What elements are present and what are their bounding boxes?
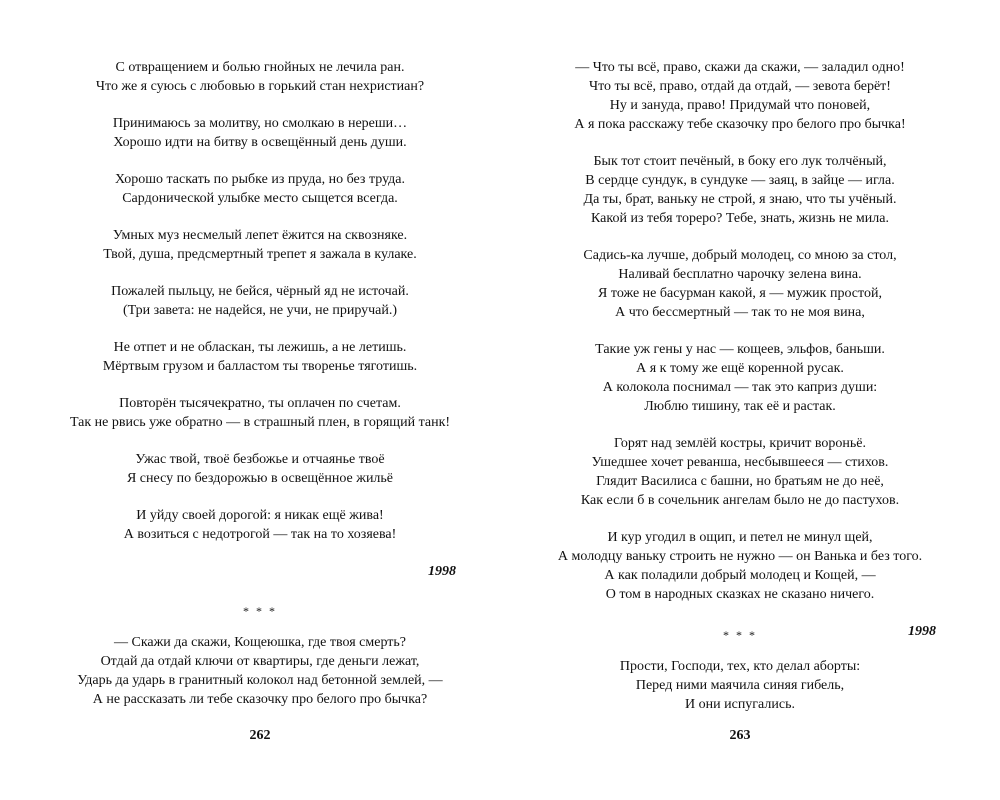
poem-line: Как если б в сочельник ангелам было не до пастухов. [580, 493, 900, 508]
poem-line: Что же я суюсь с любовью в горький стан нехристиан? [95, 79, 425, 94]
poem-line: Хорошо таскать по рыбке из пруда, но без труда. [114, 172, 406, 187]
poem-line: Люблю тишину, так её и растак. [644, 399, 836, 414]
stanza [40, 394, 480, 432]
poem-line: Перед ними маячила синяя гибель, [635, 678, 845, 693]
left-poem-1 [40, 58, 480, 581]
left-page-number: 262 [249, 728, 271, 743]
poem-line: Я снесу по бездорожью в освещённое жильё [126, 471, 394, 486]
poem-line: Прости, Господи, тех, кто делал аборты: [619, 659, 861, 674]
poem-line: А как поладили добрый молодец и Кощей, — [604, 568, 876, 583]
poem-line: А я пока расскажу тебе сказочку про белого про бычка! [574, 117, 906, 132]
stanza [40, 226, 480, 264]
stanza [40, 633, 480, 709]
poem-line: Наливай бесплатно чарочку зелена вина. [618, 267, 862, 282]
poem-line: Так не рвись уже обратно — в страшный плен, в горящий танк! [69, 415, 451, 430]
poem-line: О том в народных сказках не сказано ничего. [605, 587, 875, 602]
poem-line: Да ты, брат, ваньку не строй, я знаю, что ты учёный. [583, 192, 897, 207]
stanza [520, 152, 960, 228]
stanza [520, 528, 960, 604]
left-page [40, 0, 480, 800]
poem-line: Повторён тысячекратно, ты оплачен по счетам. [119, 396, 401, 411]
poem-line: Отдай да отдай ключи от квартиры, где деньги лежат, [100, 654, 420, 669]
poem-line: — Скажи да скажи, Кощеюшка, где твоя смерть? [113, 635, 406, 650]
poem-line: Какой из тебя тореро? Тебе, знать, жизнь не мила. [591, 211, 889, 226]
stanza [40, 114, 480, 152]
poem-line: Что ты всё, право, отдай да отдай, — зевота берёт! [589, 79, 891, 94]
poem-line: Ну и зануда, право! Придумай что поновей, [609, 98, 871, 113]
left-poem-2 [40, 633, 480, 727]
poem-line: Бык тот стоит печёный, в боку его лук толчёный, [593, 154, 887, 169]
poem-line: А не рассказать ли тебе сказочку про белого про бычка? [92, 692, 428, 707]
poem-line: И уйду своей дорогой: я никак ещё жива! [136, 508, 384, 523]
poem-line: Ударь да ударь в гранитный колокол над бетонной землей, — [77, 673, 443, 688]
right-poem-2 [520, 657, 960, 732]
stanza [40, 450, 480, 488]
stanza [520, 434, 960, 510]
right-page [520, 0, 960, 800]
poem-line: А возиться с недотрогой — так на то хозяева! [123, 527, 397, 542]
poem-line: Твой, душа, предсмертный трепет я зажала в кулаке. [103, 247, 417, 262]
stanza [40, 170, 480, 208]
poem-line: Пожалей пыльцу, не бейся, чёрный яд не источай. [111, 284, 409, 299]
poem-line: Мёртвым грузом и балластом ты творенье тяготишь. [102, 359, 418, 374]
stanza [40, 506, 480, 544]
stanza [520, 657, 960, 714]
left-separator: * * * [243, 604, 277, 618]
stanza [40, 338, 480, 376]
stanza [520, 340, 960, 416]
poem-line: Я тоже не басурман какой, я — мужик простой, [598, 286, 882, 301]
poem-line: Глядит Василиса с башни, но братьям не до неё, [596, 474, 884, 489]
poem-line: А я к тому же ещё коренной русак. [636, 361, 844, 376]
poem-line: Не отпет и не обласкан, ты лежишь, а не летишь. [113, 340, 407, 355]
poem-line: Сардонической улыбке место сыщется всегда. [122, 191, 398, 206]
poem-line: — Что ты всё, право, скажи да скажи, — заладил одно! [575, 60, 905, 75]
poem-line: Ужас твой, твоё безбожье и отчаянье твоё [135, 452, 385, 467]
poem-line: А молодцу ваньку строить не нужно — он Ванька и без того. [557, 549, 923, 564]
poem-date: 1998 [908, 624, 936, 639]
stanza [40, 58, 480, 96]
poem-line: Горят над землёй костры, кричит вороньё. [614, 436, 866, 451]
poem-line: И кур угодил в ощип, и петел не минул щей, [607, 530, 873, 545]
poem-line: Такие уж гены у нас — кощеев, эльфов, баньши. [595, 342, 885, 357]
right-poem-1 [520, 58, 960, 641]
poem-line: И они испугались. [685, 697, 795, 712]
right-separator: * * * [723, 628, 757, 642]
poem-line: А колокола поснимал — так это каприз души: [602, 380, 878, 395]
poem-line: В сердце сундук, в сундуке — заяц, в зайце — игла. [585, 173, 895, 188]
poem-line: С отвращением и болью гнойных не лечила ран. [115, 60, 405, 75]
stanza [40, 282, 480, 320]
right-page-number: 263 [729, 728, 751, 743]
poem-line: Принимаюсь за молитву, но смолкаю в нереши… [112, 116, 408, 131]
poem-line: Хорошо идти на битву в освещённый день души. [113, 135, 407, 150]
poem-line: Ушедшее хочет реванша, несбывшееся — стихов. [591, 455, 889, 470]
poem-line: Садись-ка лучше, добрый молодец, со мною за стол, [583, 248, 897, 263]
poem-line: А что бессмертный — так то не моя вина, [615, 305, 865, 320]
poem-line: Умных муз несмелый лепет ёжится на сквозняке. [112, 228, 408, 243]
poem-line: (Три завета: не надейся, не учи, не приручай.) [122, 303, 398, 318]
stanza [520, 246, 960, 322]
stanza [520, 58, 960, 134]
poem-date: 1998 [428, 564, 456, 579]
